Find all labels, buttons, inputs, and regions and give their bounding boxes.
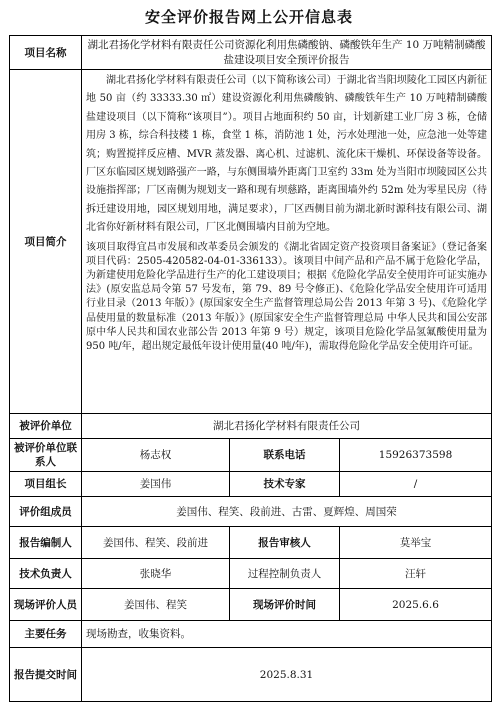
contact-name: 杨志权 xyxy=(82,439,230,472)
team-members-value: 姜国伟、程笑、段前进、古雷、夏辉煌、周国荣 xyxy=(82,497,492,527)
contact-label: 被评价单位联系人 xyxy=(10,439,82,472)
row-contact xyxy=(10,439,492,472)
team-leader-label: 项目组长 xyxy=(10,472,82,497)
evaluated-unit-value: 湖北君扬化学材料有限责任公司 xyxy=(82,414,492,439)
expert-value: / xyxy=(340,472,492,497)
project-intro-value xyxy=(82,70,492,414)
reviewer-value: 莫举宝 xyxy=(340,527,492,559)
site-evaluators-value: 姜国伟、程笑 xyxy=(82,589,230,621)
row-project-name xyxy=(10,36,492,70)
submit-time-label: 报告提交时间 xyxy=(10,648,82,702)
intro-paragraph-2: 该项目取得宜昌市发展和改革委员会颁发的《湖北省固定资产投资项目备案证》（登记备案项目代码：2505-420582-04-01-336133）。该项目中间产品和产品不属于危险化学品，为新建使用危险化学品进行生产的化工建设项目；根据《危险化学品安全使用许可证实施办法》(原安监总局令第 57 号发布，第 79、89 号令修正)、《危险化学品安全使用许可适用行业目录（2013 年版）》(原国家安全生产监督管理总局公告 2013 年第 3 号)、《危险化学品使用量的数量标准（2013 年版）》(原国家安全生产监督管理总局 中华人民共和国公安部 原中华人民共和国农业部公告 2013 年第 9 号）规定，该项目危险化学品氢氟酸使用量为 950 吨/年，超出规定最低年设计使用量(40 吨/年)，需取得危险化学品安全使用许可证。 xyxy=(86,241,488,353)
process-control-label: 过程控制负责人 xyxy=(230,559,340,589)
team-leader-value: 姜国伟 xyxy=(82,472,230,497)
row-tech-lead xyxy=(10,559,492,589)
tech-lead-value: 张晓华 xyxy=(82,559,230,589)
row-report-writers xyxy=(10,527,492,559)
expert-label: 技术专家 xyxy=(230,472,340,497)
project-name-label: 项目名称 xyxy=(10,36,82,70)
row-submit-time xyxy=(10,648,492,702)
process-control-value: 汪轩 xyxy=(340,559,492,589)
row-evaluated-unit xyxy=(10,414,492,439)
reviewer-label: 报告审核人 xyxy=(230,527,340,559)
main-tasks-label: 主要任务 xyxy=(10,621,82,648)
row-main-tasks xyxy=(10,621,492,648)
site-time-value: 2025.6.6 xyxy=(340,589,492,621)
submit-time-value: 2025.8.31 xyxy=(82,648,492,702)
main-tasks-value: 现场勘查，收集资料。 xyxy=(82,621,492,648)
tech-lead-label: 技术负责人 xyxy=(10,559,82,589)
phone-value: 15926373598 xyxy=(340,439,492,472)
phone-label: 联系电话 xyxy=(230,439,340,472)
evaluated-unit-label: 被评价单位 xyxy=(10,414,82,439)
project-intro-label: 项目简介 xyxy=(10,70,82,414)
report-writers-label: 报告编制人 xyxy=(10,527,82,559)
row-site-evaluators xyxy=(10,589,492,621)
row-team-leader xyxy=(10,472,492,497)
team-members-label: 评价组成员 xyxy=(10,497,82,527)
intro-paragraph-1: 湖北君扬化学材料有限责任公司（以下简称该公司）于湖北省当阳坝陵化工园区内新征地 50 亩（约 33333.30 ㎡）建设资源化利用焦磷酸钠、磷酸铁年生产 10 万吨精制磷酸盐建设项目（以下简称“该项目”）。项目占地面积约 50 亩，计划新建工业厂房 3 栋，仓储用房 3 栋，综合科技楼 1 栋，食堂 1 栋，消防池 1 处，污水处理池一处，应急池一处等建筑；购置搅拌反应槽、MVR 蒸发器、离心机、过滤机、流化床干燥机、环保设备等设备。厂区东临园区规划路强产一路，与东侧围墙外距离门卫室约 33m 处为当阳市坝陵园区公共设施指挥部；厂区南侧为规划支一路和现有坝慈路，距离围墙外约 52m 处为零星民房（待拆迁建设用地，园区规划用地，满足要求），厂区西侧目前为湖北新时源科技有限公司、湖北省你好新材料有限公司，厂区北侧围墙内目前为空地。 xyxy=(86,75,488,234)
info-table xyxy=(9,35,492,702)
project-name-value: 湖北君扬化学材料有限责任公司资源化利用焦磷酸钠、磷酸铁年生产 10 万吨精制磷酸盐建设项目安全预评价报告 xyxy=(82,36,492,70)
page-title: 安全评价报告网上公开信息表 xyxy=(144,8,353,26)
row-team-members xyxy=(10,497,492,527)
site-evaluators-label: 现场评价人员 xyxy=(10,589,82,621)
site-time-label: 现场评价时间 xyxy=(230,589,340,621)
row-project-intro xyxy=(10,70,492,414)
report-writers-value: 姜国伟、程笑、段前进 xyxy=(82,527,230,559)
